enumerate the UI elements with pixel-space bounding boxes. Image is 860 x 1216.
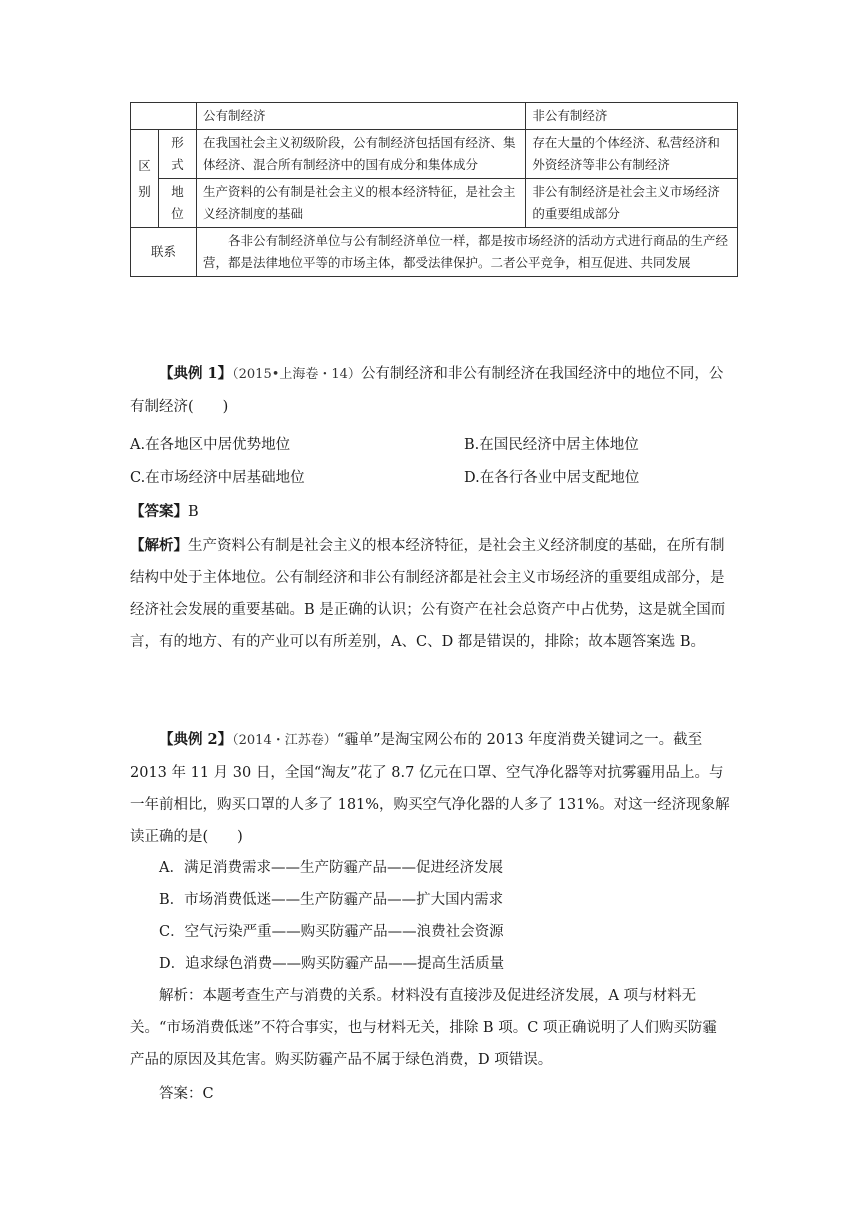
- link-text-cell: 各非公有制经济单位与公有制经济单位一样，都是按市场经济的活动方式进行商品的生产经营，都是法律地位平等的市场主体，都受法律保护。二者公平竞争，相互促进、共同发展: [196, 228, 737, 277]
- form-label-cell: [158, 130, 196, 179]
- example1-analysis: [130, 530, 730, 658]
- example2-source: （2014・江苏卷）: [232, 733, 337, 748]
- example1-answer: [130, 496, 730, 528]
- status-public-cell: 生产资料的公有制是社会主义的根本经济特征，是社会主义经济制度的基础: [196, 179, 525, 228]
- example1-option-d: D.在各行各业中居支配地位: [464, 470, 640, 486]
- form-nonpublic-cell: 存在大量的个体经济、私营经济和外资经济等非公有制经济: [526, 130, 738, 179]
- example1-answer-tag: 【答案】: [130, 503, 188, 520]
- form-public-cell: 在我国社会主义初级阶段，公有制经济包括国有经济、集体经济、混合所有制经济中的国有成分和集体成分: [196, 130, 525, 179]
- table-header-row: [131, 103, 738, 130]
- table-row: [131, 130, 738, 179]
- status-label-2: 位: [171, 206, 184, 221]
- example1-analysis-tag: 【解析】: [130, 537, 188, 554]
- example2-tag: 【典例 2】: [159, 731, 233, 748]
- example2-question: “霾单”是淘宝网公布的 2013 年度消费关键词之一。截至 2013 年 11 月 30 日，全国“淘友”花了 8.7 亿元在口罩、空气净化器等对抗雾霾用品上。与一年前相比，购买口罩的人多了 181%，购买空气净化器的人多了 131%。对这一经济现象解读正确的是( ): [130, 732, 730, 845]
- distinction-label-cell: [131, 130, 159, 228]
- example2-answer: 答案：C: [159, 1086, 214, 1102]
- table-row: [131, 179, 738, 228]
- link-label-cell: 联系: [131, 228, 197, 277]
- example2-analysis: 解析：本题考查生产与消费的关系。材料没有直接涉及促进经济发展，A 项与材料无关。“市场消费低迷”不符合事实，也与材料无关，排除 B 项。C 项正确说明了人们购买防霾产品的原因及其危害。购买防霾产品不属于绿色消费，D 项错误。: [130, 988, 717, 1068]
- header-nonpublic: 非公有制经济: [526, 103, 738, 130]
- example2-stem: [130, 724, 730, 853]
- example2-option-d: D．追求绿色消费——购买防霾产品——提高生活质量: [159, 956, 505, 972]
- example1-answer-value: B: [188, 504, 199, 520]
- table-corner-cell: [131, 103, 197, 130]
- form-label-2: 式: [171, 157, 184, 172]
- example2-option-b: B．市场消费低迷——生产防霾产品——扩大国内需求: [159, 892, 504, 908]
- status-nonpublic-cell: 非公有制经济是社会主义市场经济的重要组成部分: [526, 179, 738, 228]
- comparison-table: [130, 102, 738, 277]
- example1-source: （2015•上海卷・14）: [232, 367, 361, 382]
- example1-option-b: B.在国民经济中居主体地位: [464, 437, 639, 453]
- distinction-label-1: 区: [138, 157, 151, 173]
- status-label-cell: [158, 179, 196, 228]
- status-label-1: 地: [171, 184, 184, 199]
- example2-option-a: A．满足消费需求——生产防霾产品——促进经济发展: [159, 860, 503, 876]
- header-public: 公有制经济: [196, 103, 525, 130]
- example1-option-a: A.在各地区中居优势地位: [130, 437, 291, 453]
- table-row: [131, 228, 738, 277]
- distinction-label-2: 别: [138, 183, 151, 199]
- example1-option-c: C.在市场经济中居基础地位: [130, 470, 305, 486]
- example2-option-c: C．空气污染严重——购买防霾产品——浪费社会资源: [159, 924, 504, 940]
- form-label-1: 形: [171, 135, 184, 150]
- example1-stem: [130, 358, 730, 423]
- example1-question: 公有制经济和非公有制经济在我国经济中的地位不同，公有制经济( ): [130, 366, 724, 415]
- example1-tag: 【典例 1】: [159, 365, 233, 382]
- example1-analysis-text: 生产资料公有制是社会主义的根本经济特征，是社会主义经济制度的基础，在所有制结构中处于主体地位。公有制经济和非公有制经济都是社会主义市场经济的重要组成部分，是经济社会发展的重要基础。B 是正确的认识；公有资产在社会总资产中占优势，这是就全国而言，有的地方、有的产业可以有所差别，A、C、D 都是错误的，排除；故本题答案选 B。: [130, 538, 726, 650]
